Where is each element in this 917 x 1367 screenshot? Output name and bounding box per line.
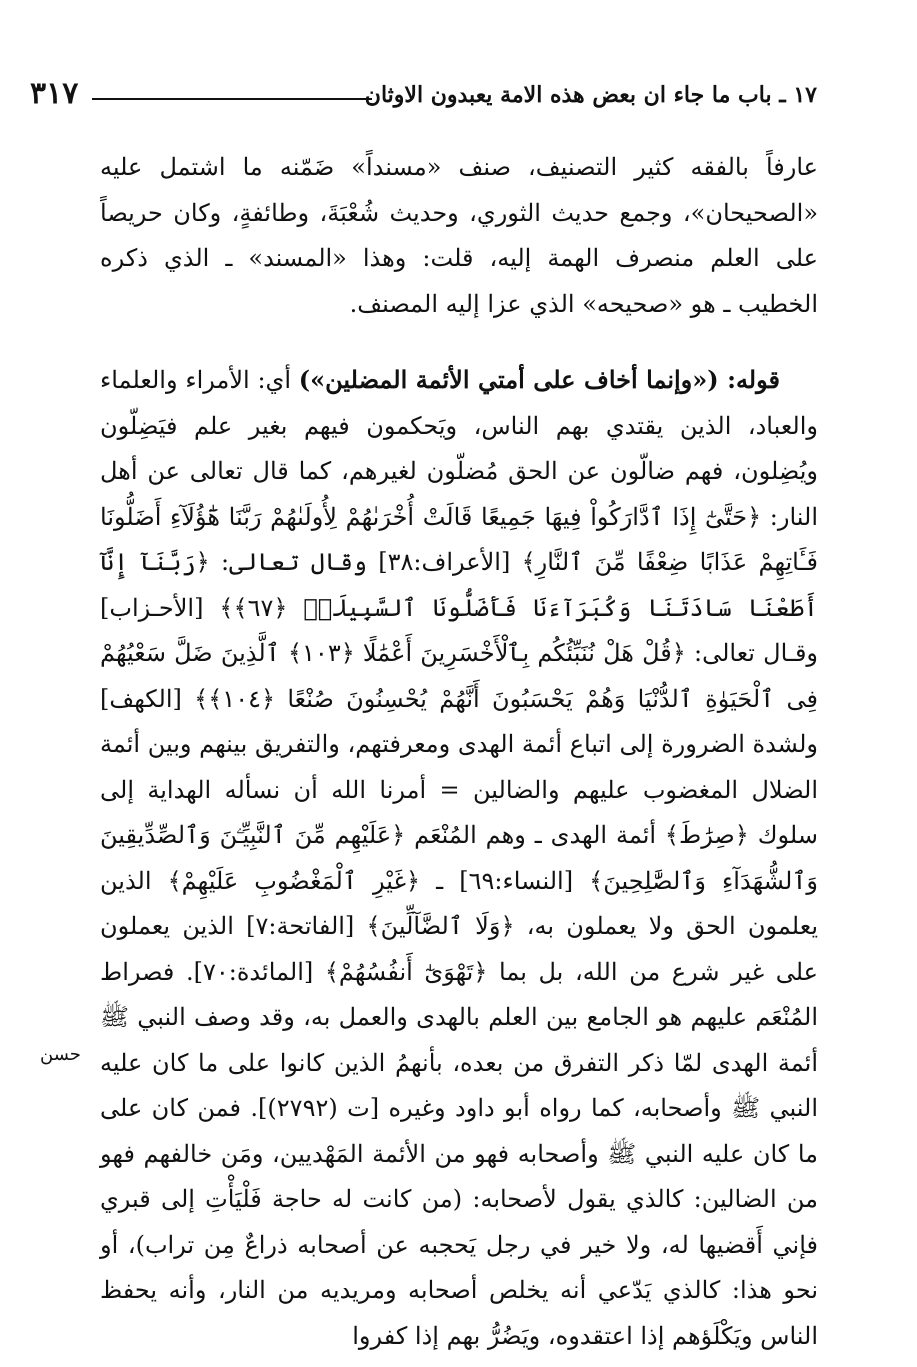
main-text xyxy=(100,145,818,1359)
margin-note: حسن xyxy=(40,1044,81,1065)
page-header xyxy=(0,62,917,122)
paragraph-1: عارفاً بالفقه كثير التصنيف، صنف «مسنداً» ضَمّنه ما اشتمل عليه «الصحيحان»، وجمع حديث الثوري، وحديث شُعْبَةَ، وطائفةٍ، وكان حريصاً على العلم منصرف الهمة إليه، قلت: وهذا «المسند» ـ الذي ذكره الخطيب ـ هو «صحيحه» الذي عزا إليه المصنف. xyxy=(100,153,818,318)
paragraph-2 xyxy=(100,357,818,1359)
paragraph-2-text: أي: الأمراء والعلماء والعباد، الذين يقتدي بهم الناس، ويَحكمون فيهم بغير علم فيَضِلّون ويُضِلون، فهم ضالّون عن الحق مُضلّون لغيرهم، كما قال تعالى عن أهل النار: ﴿حَتَّىٰٓ إِذَا ٱدَّارَكُواْ فِيهَا جَمِيعًا قَالَتْ أُخْرَىٰهُمْ لِأُولَىٰهُمْ رَبَّنَا هَٰٓؤُلَآءِ أَضَلُّونَا فَـَٔاتِهِمْ عَذَابًا ضِعْفًا مِّنَ ٱلنَّارِ﴾ [الأعراف:٣٨] وقال تعالى: ﴿رَبَّنَآ إِنَّآ أَطَعْنَا سَادَتَنَا وَكُبَرَآءَنَا فَأَضَلُّونَا ٱلسَّبِيلَا۠ ﴿٦٧﴾﴾ [الأحـزاب] وقـال تعالى: ﴿قُلْ هَلْ نُنَبِّئُكُم بِٱلْأَخْسَرِينَ أَعْمَٰلًا ﴿١٠٣﴾ ٱلَّذِينَ ضَلَّ سَعْيُهُمْ فِى ٱلْحَيَوٰةِ ٱلدُّنْيَا وَهُمْ يَحْسَبُونَ أَنَّهُمْ يُحْسِنُونَ صُنْعًا ﴿١٠٤﴾﴾ [الكهف] ولشدة الضرورة إلى اتباع أئمة الهدى ومعرفتهم، والتفريق بينهم وبين أئمة الضلال المغضوب عليهم والضالين = أمرنا الله أن نسأله الهداية إلى سلوك ﴿صِرَٰطَ﴾ أئمة الهدى ـ وهم المُنْعَم ﴿عَلَيْهِم مِّنَ ٱلنَّبِيِّـۧنَ وَٱلصِّدِّيقِينَ وَٱلشُّهَدَآءِ وَٱلصَّٰلِحِينَ﴾ [النساء:٦٩] ـ ﴿غَيْرِ ٱلْمَغْضُوبِ عَلَيْهِمْ﴾ الذين يعلمون الحق ولا يعملون به، ﴿وَلَا ٱلضَّآلِّينَ﴾ [الفاتحة:٧] الذين يعملون على غير شرع من الله، بل بما ﴿تَهْوَىٰٓ أَنفُسُهُمْ﴾ [المائدة:٧٠]. فصراط المُنْعَم عليهم هو الجامع بين العلم بالهدى والعمل به، وقد وصف النبي ﷺ أئمة الهدى لمّا ذكر التفرق من بعده، بأنهمُ الذين كانوا على ما كان عليه النبي ﷺ وأصحابه، كما رواه أبو داود وغيره [ت (٢٧٩٢)]. فمن كان على ما كان عليه النبي ﷺ وأصحابه فهو من الأئمة المَهْديين، ومَن خالفهم فهو من الضالين: كالذي يقول لأصحابه: (من كانت له حاجة فَلْيَأْتِ إلى قبري فإني أَقضيها له، ولا خير في رجل يَحجبه عن أصحابه ذراعٌ مِن تراب)، أو نحو هذا: كالذي يَدّعي أنه يخلص أصحابه ومريديه من النار، وأنه يحفظ الناس ويَكْلَؤهم إذا اعتقدوه، ويَضُرُّ بهم إذا كفروا xyxy=(99,366,819,1350)
paragraph-2-lead: قوله: («وإنما أخاف على أمتي الأئمة المضلين») xyxy=(298,365,780,394)
page-number: ٣١٧ xyxy=(30,76,79,111)
chapter-title: ١٧ ـ باب ما جاء ان بعض هذه الامة يعبدون الاوثان xyxy=(364,82,817,108)
header-rule xyxy=(92,98,372,100)
